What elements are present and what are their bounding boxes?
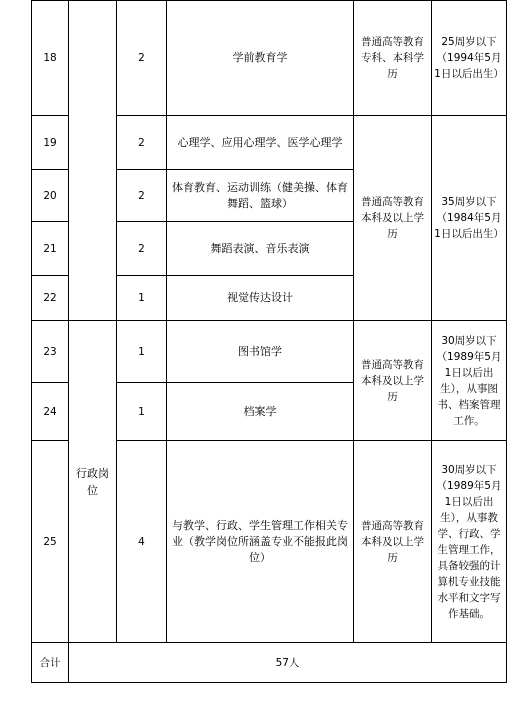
row-number: 25	[32, 441, 69, 643]
table-row	[32, 321, 507, 383]
major: 图书馆学	[167, 321, 354, 383]
row-number: 22	[32, 276, 69, 321]
headcount: 4	[117, 441, 167, 643]
major: 学前教育学	[167, 1, 354, 116]
total-row	[32, 643, 507, 683]
headcount: 1	[117, 383, 167, 441]
row-number: 18	[32, 1, 69, 116]
education-requirement: 普通高等教育本科及以上学历	[354, 321, 432, 441]
major: 档案学	[167, 383, 354, 441]
other-requirement: 30周岁以下（1989年5月1日以后出生），从事教学、行政、学生管理工作，具备较强的计算机专业技能水平和文字写作基础。	[432, 441, 507, 643]
row-number: 20	[32, 170, 69, 222]
other-requirement: 30周岁以下（1989年5月1日以后出生），从事图书、档案管理工作。	[432, 321, 507, 441]
headcount: 1	[117, 276, 167, 321]
recruitment-table	[31, 0, 507, 683]
major: 视觉传达设计	[167, 276, 354, 321]
education-requirement: 普通高等教育本科及以上学历	[354, 116, 432, 321]
table-row	[32, 1, 507, 116]
headcount: 2	[117, 170, 167, 222]
total-value: 57人	[69, 643, 507, 683]
headcount: 1	[117, 321, 167, 383]
position-name: 行政岗位	[69, 321, 117, 643]
major: 体育教育、运动训练（健美操、体育舞蹈、篮球）	[167, 170, 354, 222]
headcount: 2	[117, 116, 167, 170]
education-requirement: 普通高等教育专科、本科学历	[354, 1, 432, 116]
row-number: 19	[32, 116, 69, 170]
education-requirement: 普通高等教育本科及以上学历	[354, 441, 432, 643]
major: 与教学、行政、学生管理工作相关专业（教学岗位所涵盖专业不能报此岗位）	[167, 441, 354, 643]
other-requirement: 25周岁以下（1994年5月1日以后出生）	[432, 1, 507, 116]
row-number: 23	[32, 321, 69, 383]
major: 舞蹈表演、音乐表演	[167, 222, 354, 276]
row-number: 24	[32, 383, 69, 441]
row-number: 21	[32, 222, 69, 276]
total-label: 合计	[32, 643, 69, 683]
headcount: 2	[117, 222, 167, 276]
headcount: 2	[117, 1, 167, 116]
position-cell-blank	[69, 1, 117, 321]
other-requirement: 35周岁以下（1984年5月1日以后出生）	[432, 116, 507, 321]
major: 心理学、应用心理学、医学心理学	[167, 116, 354, 170]
